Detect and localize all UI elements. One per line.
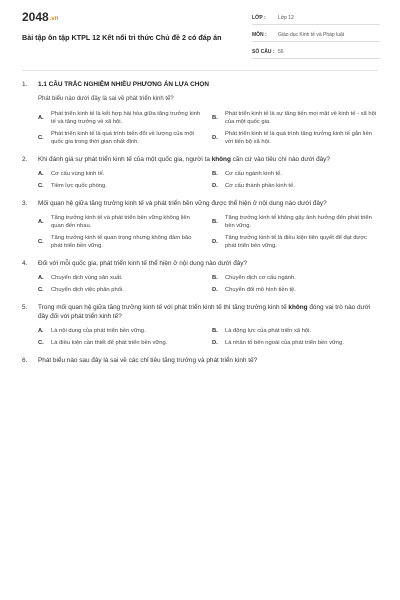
question-number: 4. — [22, 260, 28, 267]
option-text: Là điều kiện cần thiết để phát triển bền vững. — [51, 340, 168, 346]
option-d[interactable] — [212, 130, 378, 146]
option-b[interactable] — [212, 170, 378, 178]
option-d[interactable] — [212, 182, 378, 190]
option-text: Chuyển dịch việc phân phối. — [51, 287, 124, 293]
question-stem: Đối với mỗi quốc gia, phát triển kinh tế thể hiện ở nội dung nào dưới đây? — [38, 260, 248, 267]
option-key: A. — [38, 171, 44, 177]
meta-value: 56 — [278, 49, 284, 55]
meta-key: SỐ CÂU : — [252, 49, 275, 55]
question-list — [22, 80, 378, 374]
page-header — [0, 0, 400, 70]
option-text: Là nhân tố bên ngoài của phát triển bền vững. — [225, 340, 344, 346]
question-number: 2. — [22, 156, 28, 163]
option-text: Tăng trưởng kinh tế không gây ảnh hưởng đến phát triển bền vững. — [225, 215, 372, 229]
answer-options — [38, 170, 378, 190]
option-c[interactable] — [38, 234, 204, 250]
option-text: Tăng trưởng kinh tế và phát triển bền vững không liên quan đến nhau. — [51, 215, 190, 229]
option-text: Tiềm lực quốc phòng. — [51, 183, 107, 189]
header-divider — [22, 70, 378, 71]
question-4 — [22, 259, 378, 294]
option-b[interactable] — [212, 110, 378, 126]
stem-text: Trong mối quan hệ giữa tăng trưởng kinh tế với phát triển kinh tế thì tăng trưởng kinh tế — [38, 304, 289, 311]
stem-text: căn cứ vào tiêu chí nào dưới đây? — [230, 156, 330, 163]
option-key: D. — [212, 183, 218, 189]
question-stem — [38, 303, 378, 321]
option-text: Phát triển kinh tế là quá trình biến đổi về lượng của một quốc gia trong thời gian nhất định. — [51, 131, 195, 145]
option-c[interactable] — [38, 339, 204, 347]
question-stem — [38, 155, 378, 164]
stem-keyword: không — [211, 156, 231, 163]
option-d[interactable] — [212, 234, 378, 250]
meta-row-class — [252, 12, 380, 25]
answer-options — [38, 327, 378, 347]
option-b[interactable] — [212, 214, 378, 230]
option-text: Là động lực của phát triển xã hội. — [225, 328, 312, 334]
logo-domain: .vn — [49, 16, 59, 22]
stem-text: Khi đánh giá sự phát triển kinh tế của một quốc gia, người ta — [38, 156, 212, 163]
meta-key: MÔN : — [252, 32, 267, 38]
option-a[interactable] — [38, 110, 204, 126]
option-text: Cơ cấu thành phần kinh tế. — [225, 183, 295, 189]
option-d[interactable] — [212, 339, 378, 347]
question-number: 6. — [22, 357, 28, 364]
option-key: C. — [38, 135, 44, 141]
stem-keyword: không — [288, 304, 308, 311]
option-text: Phát triển kinh tế là kết hợp hài hòa giữa tăng trưởng kinh tế và tăng trưởng về xã hội. — [51, 111, 201, 125]
stem-text: đóng vai trò nào dưới đây đối với phát triển kinh tế? — [38, 304, 371, 320]
section-title: 1.1 CÂU TRẮC NGHIỆM NHIỀU PHƯƠNG ÁN LỰA CHỌN — [38, 81, 209, 88]
option-key: D. — [212, 287, 218, 293]
question-6 — [22, 356, 378, 365]
document-meta — [252, 12, 380, 63]
option-text: Tăng trưởng kinh tế là điều kiện tiên quyết để đạt được phát triển bền vững. — [225, 235, 368, 249]
option-key: D. — [212, 135, 218, 141]
meta-row-subject — [252, 29, 380, 42]
option-b[interactable] — [212, 274, 378, 282]
section-number: 1. — [22, 81, 28, 88]
question-3 — [22, 199, 378, 250]
option-a[interactable] — [38, 327, 204, 335]
meta-row-count — [252, 46, 380, 59]
option-key: C. — [38, 340, 44, 346]
option-text: Phát triển kinh tế là quá trình tăng trưởng kinh tế gắn liền với tiến bộ xã hội. — [225, 131, 372, 145]
option-text: Chuyển dịch vùng sản xuất. — [51, 275, 123, 281]
option-key: A. — [38, 275, 44, 281]
question-2 — [22, 155, 378, 190]
option-key: C. — [38, 183, 44, 189]
option-d[interactable] — [212, 286, 378, 294]
answer-options — [38, 274, 378, 294]
option-a[interactable] — [38, 274, 204, 282]
option-text: Phát triển kinh tế là sự tăng tiến mọi mặt về kinh tế - xã hội của một quốc gia. — [225, 111, 377, 125]
question-number: 5. — [22, 304, 28, 311]
option-a[interactable] — [38, 214, 204, 230]
meta-value: Lớp 12 — [278, 15, 294, 21]
option-text: Chuyển dịch cơ cấu ngành. — [225, 275, 296, 281]
option-key: C. — [38, 239, 44, 245]
option-key: C. — [38, 287, 44, 293]
option-a[interactable] — [38, 170, 204, 178]
meta-value: Giáo dục Kinh tế và Pháp luật — [278, 32, 345, 38]
site-logo[interactable] — [22, 10, 58, 24]
answer-options — [38, 214, 378, 250]
question-stem: Mối quan hệ giữa tăng trưởng kinh tế và phát triển bền vững được thể hiện ở nội dung nào dưới đây? — [38, 200, 327, 207]
option-text: Cơ cấu vùng kinh tế. — [51, 171, 105, 177]
option-text: Chuyển đổi mô hình tiền tệ. — [225, 287, 296, 293]
option-key: A. — [38, 115, 44, 121]
question-1 — [22, 80, 378, 146]
option-key: A. — [38, 219, 44, 225]
option-text: Tăng trưởng kinh tế quan trọng nhưng không đảm bảo phát triển bền vững. — [51, 235, 192, 249]
document-title: Bài tập ôn tập KTPL 12 Kết nối tri thức Chủ đề 2 có đáp án — [22, 33, 222, 42]
option-c[interactable] — [38, 182, 204, 190]
option-key: B. — [212, 115, 218, 121]
option-text: Cơ cấu ngành kinh tế. — [225, 171, 282, 177]
question-stem: Phát biểu nào sau đây là sai về các chỉ tiêu tăng trưởng và phát triển kinh tế? — [38, 357, 258, 364]
option-key: D. — [212, 239, 218, 245]
option-key: B. — [212, 171, 218, 177]
question-5 — [22, 303, 378, 347]
meta-key: LỚP : — [252, 15, 266, 21]
question-number: 3. — [22, 200, 28, 207]
option-key: D. — [212, 340, 218, 346]
option-key: B. — [212, 219, 218, 225]
option-c[interactable] — [38, 130, 204, 146]
option-key: B. — [212, 275, 218, 281]
answer-options — [38, 110, 378, 146]
question-stem: Phát biểu nào dưới đây là sai về phát triển kinh tế? — [38, 96, 174, 102]
logo-number: 2048 — [22, 10, 49, 24]
option-key: A. — [38, 328, 44, 334]
option-text: Là nội dung của phát triển bền vững. — [51, 328, 146, 334]
option-c[interactable] — [38, 286, 204, 294]
option-key: B. — [212, 328, 218, 334]
option-b[interactable] — [212, 327, 378, 335]
